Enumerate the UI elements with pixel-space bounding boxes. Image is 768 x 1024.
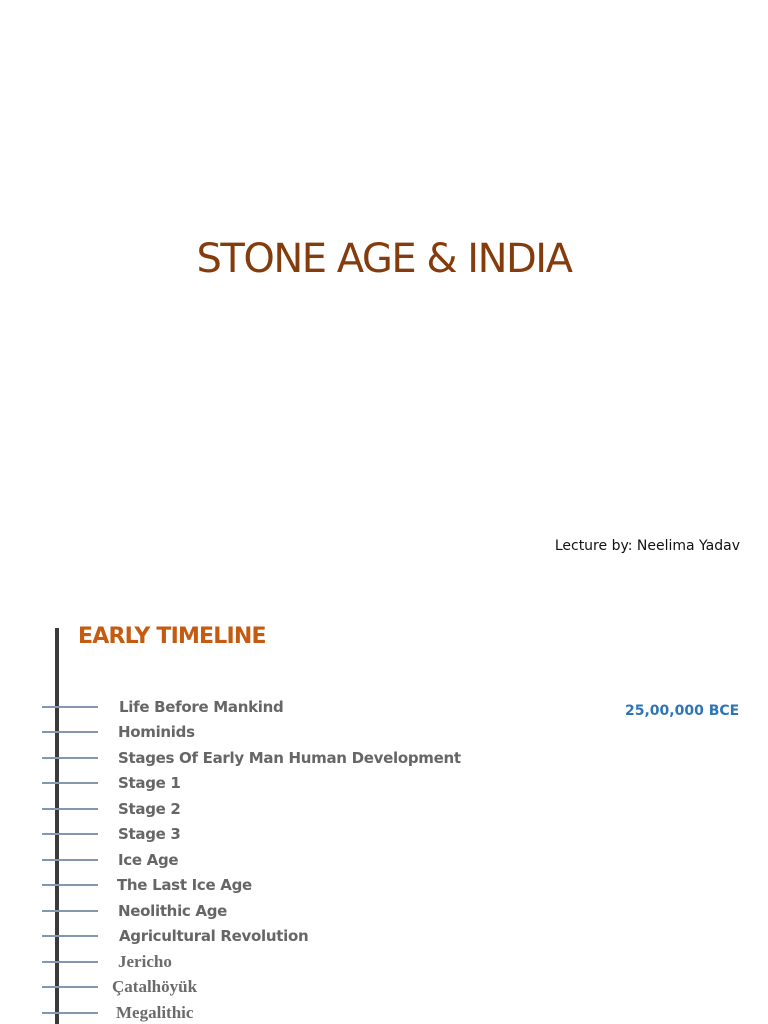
- timeline-tick: [42, 961, 98, 963]
- timeline-tick: [42, 706, 98, 708]
- timeline-date: 25,00,000 BCE: [625, 703, 740, 719]
- timeline-item: [42, 697, 502, 717]
- timeline-item-label: Ice Age: [118, 851, 179, 869]
- timeline-item: [42, 926, 502, 946]
- timeline-item: [42, 977, 502, 997]
- timeline-tick: [42, 782, 98, 784]
- timeline-item-label: Stage 3: [118, 825, 181, 843]
- timeline-item-label: Jericho: [118, 952, 172, 971]
- lecturer-credit: Lecture by: Neelima Yadav: [554, 538, 740, 554]
- timeline-item: [42, 748, 502, 768]
- timeline-item: [42, 722, 502, 742]
- timeline-item: [42, 901, 502, 921]
- timeline-item: [42, 850, 502, 870]
- timeline-tick: [42, 833, 98, 835]
- timeline-heading: EARLY TIMELINE: [78, 624, 266, 649]
- timeline-item: [42, 1003, 502, 1023]
- timeline-tick: [42, 808, 98, 810]
- timeline-item: [42, 875, 502, 895]
- timeline-tick: [42, 884, 98, 886]
- timeline-slide: [0, 592, 768, 1024]
- timeline-item-label: Neolithic Age: [118, 902, 228, 920]
- timeline-tick: [42, 910, 98, 912]
- timeline-item-label: Stage 2: [118, 800, 181, 818]
- timeline-item: [42, 952, 502, 972]
- timeline-item-label: Çatalhöyük: [112, 977, 198, 996]
- timeline-item: [42, 799, 502, 819]
- timeline-tick: [42, 935, 98, 937]
- slide-title: STONE AGE & INDIA: [196, 236, 572, 282]
- timeline-item-label: The Last Ice Age: [117, 876, 252, 894]
- timeline-item-label: Stages Of Early Man Human Development: [118, 749, 461, 767]
- timeline-tick: [42, 986, 98, 988]
- timeline-tick: [42, 757, 98, 759]
- timeline-tick: [42, 1012, 98, 1014]
- timeline-tick: [42, 859, 98, 861]
- timeline-tick: [42, 731, 98, 733]
- timeline-item-label: Hominids: [118, 723, 195, 741]
- timeline-item: [42, 773, 502, 793]
- timeline-item-label: Life Before Mankind: [119, 698, 284, 716]
- timeline-item: [42, 824, 502, 844]
- timeline-item-label: Megalithic: [116, 1003, 194, 1022]
- timeline-item-label: Agricultural Revolution: [119, 927, 309, 945]
- timeline-item-label: Stage 1: [118, 774, 181, 792]
